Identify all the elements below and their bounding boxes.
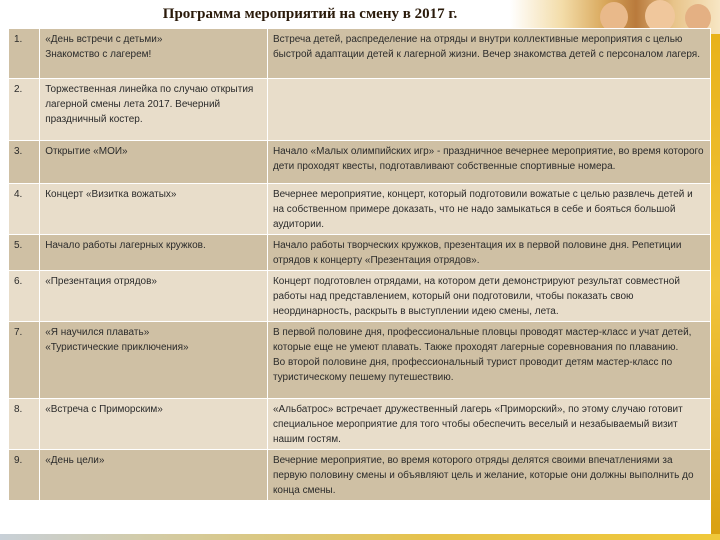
row-number: 4.	[9, 184, 40, 235]
event-description: В первой половине дня, профессиональные пловцы проводят мастер-класс и учат детей, которые еще не умеют плавать. Также проходят лагерные соревнования по плаванию. Во второй половине дня, профессиональный турист проводит детям мастер-класс по туристическому пешему путешествию.	[267, 322, 710, 399]
decorative-bottom-band	[0, 534, 720, 540]
event-name: «День встречи с детьми» Знакомство с лагерем!	[40, 29, 268, 79]
row-number: 1.	[9, 29, 40, 79]
decorative-side-band	[711, 34, 720, 540]
event-description: Вечерние мероприятие, во время которого отряды делятся своими впечатлениями за первую половину смены и объявляют цель и желание, которые они должны выполнить до конца смены.	[267, 450, 710, 501]
table-row	[9, 322, 711, 399]
table-row	[9, 450, 711, 501]
row-number: 8.	[9, 399, 40, 450]
program-table	[8, 28, 711, 501]
event-description	[267, 79, 710, 141]
row-number: 9.	[9, 450, 40, 501]
table-row	[9, 271, 711, 322]
event-description: Начало «Малых олимпийских игр» - праздничное вечернее мероприятие, во время которого дети проходят квесты, подготавливают собственные спортивные номера.	[267, 141, 710, 184]
event-description: «Альбатрос» встречает дружественный лагерь «Приморский», по этому случаю готовит специальное мероприятие для того чтобы обеспечить веселый и незабываемый визит нашим гостям.	[267, 399, 710, 450]
event-name: Открытие «МОИ»	[40, 141, 268, 184]
row-number: 2.	[9, 79, 40, 141]
event-description: Встреча детей, распределение на отряды и внутри коллективные мероприятия с целью быстрой адаптации детей к лагерной жизни. Вечер знакомства детей с персоналом лагеря.	[267, 29, 710, 79]
page-title: Программа мероприятий на смену в 2017 г.	[162, 6, 458, 22]
event-name: Концерт «Визитка вожатых»	[40, 184, 268, 235]
event-name: «День цели»	[40, 450, 268, 501]
event-name: «Встреча с Приморским»	[40, 399, 268, 450]
row-number: 6.	[9, 271, 40, 322]
event-description: Начало работы творческих кружков, презентация их в первой половине дня. Репетиции отрядов к концерту «Презентация отрядов».	[267, 235, 710, 271]
table-row	[9, 399, 711, 450]
event-name: «Презентация отрядов»	[40, 271, 268, 322]
row-number: 5.	[9, 235, 40, 271]
row-number: 3.	[9, 141, 40, 184]
table-row	[9, 79, 711, 141]
table-row	[9, 235, 711, 271]
event-description: Концерт подготовлен отрядами, на котором дети демонстрируют результат совместной работы над представлением, который они подготовили, чтобы показать свою неординарность, раскрыть в выступлении идею смены, лета.	[267, 271, 710, 322]
table-row	[9, 141, 711, 184]
table-row	[9, 184, 711, 235]
event-name: «Я научился плавать» «Туристические приключения»	[40, 322, 268, 399]
event-name: Торжественная линейка по случаю открытия лагерной смены лета 2017. Вечерний праздничный костер.	[40, 79, 268, 141]
event-name: Начало работы лагерных кружков.	[40, 235, 268, 271]
table-row	[9, 29, 711, 79]
row-number: 7.	[9, 322, 40, 399]
event-description: Вечернее мероприятие, концерт, который подготовили вожатые с целью развлечь детей и на собственном примере доказать, что не надо замыкаться в себе и бояться большой аудитории.	[267, 184, 710, 235]
